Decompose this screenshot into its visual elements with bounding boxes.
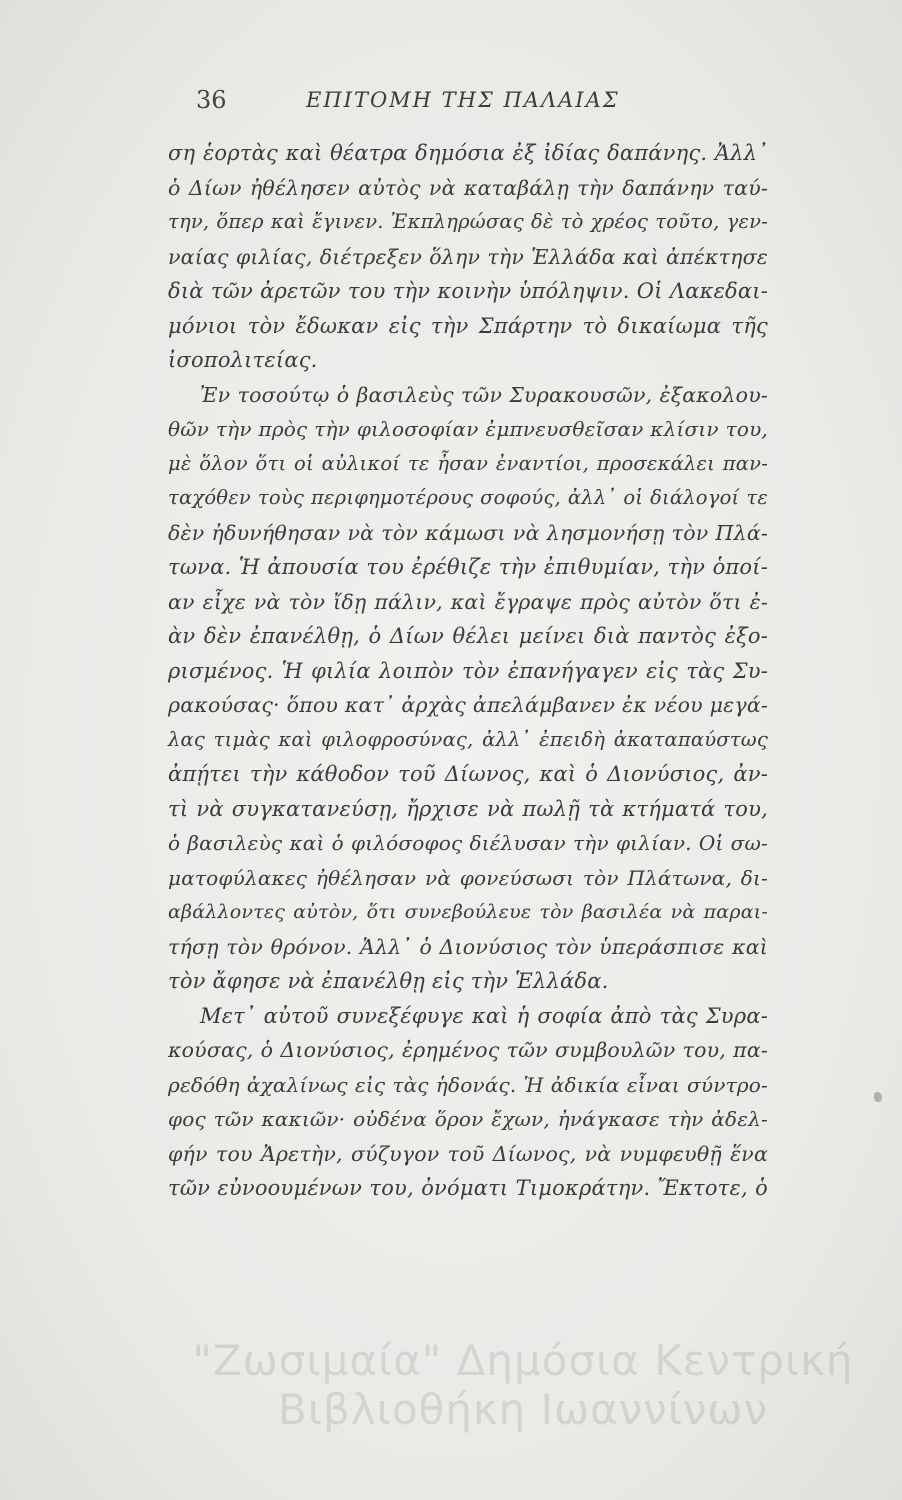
text-line: ρεδόθη ἀχαλίνως εἰς τὰς ἡδονάς. Ἡ ἀδικία εἶναι σύντρο- <box>168 1072 768 1097</box>
text-line: φος τῶν κακιῶν· οὐδένα ὅρον ἔχων, ἠνάγκασε τὴν ἀδελ- <box>168 1107 768 1131</box>
text-line: ὁ βασιλεὺς καὶ ὁ φιλόσοφος διέλυσαν τὴν φιλίαν. Οἱ σω- <box>168 831 768 855</box>
text-line: τήσῃ τὸν θρόνον. Ἀλλ᾽ ὁ Διονύσιος τὸν ὑπεράσπισε καὶ <box>168 934 768 959</box>
text-line: μόνιοι τὸν ἔδωκαν εἰς τὴν Σπάρτην τὸ δικαίωμα τῆς <box>168 313 768 338</box>
page-header <box>196 86 756 126</box>
paper-speck <box>874 1092 882 1102</box>
text-line: αν εἶχε νὰ τὸν ἴδῃ πάλιν, καὶ ἔγραψε πρὸς αὐτὸν ὅτι ἐ- <box>168 589 768 614</box>
text-line: θῶν τὴν πρὸς τὴν φιλοσοφίαν ἐμπνευσθεῖσαν κλίσιν του, <box>168 417 768 441</box>
page-number: 36 <box>196 86 227 114</box>
text-line: αβάλλοντες αὐτὸν, ὅτι συνεβούλευε τὸν βασιλέα νὰ παραι- <box>168 901 768 923</box>
body-text <box>168 136 768 1206</box>
text-line: κούσας, ὁ Διονύσιος, ἐρημένος τῶν συμβουλῶν του, πα- <box>168 1038 768 1062</box>
running-head: ΕΠΙΤΟΜΗ ΤΗΣ ΠΑΛΑΙΑΣ <box>306 88 620 112</box>
text-line: ὁ Δίων ἠθέλησεν αὐτὸς νὰ καταβάλῃ τὴν δαπάνην ταύ- <box>168 175 768 200</box>
text-line: διὰ τῶν ἀρετῶν του τὴν κοινὴν ὑπόληψιν. Οἱ Λακεδαι- <box>168 279 768 303</box>
library-watermark-line1: "Ζωσιμαία" Δημόσια Κεντρική <box>192 1336 854 1385</box>
text-line: ση ἑορτὰς καὶ θέατρα δημόσια ἐξ ἰδίας δαπάνης. Ἀλλ᾽ <box>168 141 768 165</box>
text-line: ματοφύλακες ἠθέλησαν νὰ φονεύσωσι τὸν Πλάτωνα, δι- <box>168 865 768 890</box>
text-line: ταχόθεν τοὺς περιφημοτέρους σοφούς, ἀλλ᾽ οἱ διάλογοί τε <box>168 486 768 509</box>
text-line: ρακούσας· ὅπου κατ᾽ ἀρχὰς ἀπελάμβανεν ἐκ νέου μεγά- <box>168 693 768 717</box>
text-line: μὲ ὅλον ὅτι οἱ αὐλικοί τε ἦσαν ἐναντίοι, προσεκάλει παν- <box>168 451 768 475</box>
text-line: ὰν δὲν ἐπανέλθῃ, ὁ Δίων θέλει μείνει διὰ παντὸς ἐξο- <box>168 624 768 648</box>
paragraph-start-line: Μετ᾽ αὐτοῦ συνεξέφυγε καὶ ἡ σοφία ἀπὸ τὰς Συρα- <box>200 1003 768 1028</box>
text-line: τὸν ἄφησε νὰ ἐπανέλθῃ εἰς τὴν Ἑλλάδα. <box>168 969 609 993</box>
paragraph-start-line: Ἐν τοσούτῳ ὁ βασιλεὺς τῶν Συρακουσῶν, ἐξακολου- <box>200 382 768 407</box>
text-line: δὲν ἠδυνήθησαν νὰ τὸν κάμωσι νὰ λησμονήσῃ τὸν Πλά- <box>168 520 768 545</box>
text-line: τωνα. Ἡ ἀπουσία του ἐρέθιζε τὴν ἐπιθυμίαν, τὴν ὁποί- <box>168 555 768 579</box>
text-line: τῶν εὐνοουμένων του, ὀνόματι Τιμοκράτην. Ἔκτοτε, ὁ <box>168 1176 768 1200</box>
text-line: ἀπῄτει τὴν κάθοδον τοῦ Δίωνος, καὶ ὁ Διονύσιος, ἀν- <box>168 762 768 786</box>
text-line: ναίας φιλίας, διέτρεξεν ὅλην τὴν Ἑλλάδα καὶ ἀπέκτησε <box>168 244 768 269</box>
text-line: φήν του Ἀρετὴν, σύζυγον τοῦ Δίωνος, νὰ νυμφευθῇ ἕνα <box>168 1141 768 1166</box>
text-line: την, ὅπερ καὶ ἔγινεν. Ἐκπληρώσας δὲ τὸ χρέος τοῦτο, γεν- <box>168 210 768 233</box>
text-line: λας τιμὰς καὶ φιλοφροσύνας, ἀλλ᾽ ἐπειδὴ ἀκαταπαύστως <box>168 727 768 751</box>
text-line: ἰσοπολιτείας. <box>168 348 318 372</box>
text-line: ρισμένος. Ἡ φιλία λοιπὸν τὸν ἐπανήγαγεν εἰς τὰς Συ- <box>168 658 768 683</box>
text-line: τὶ νὰ συγκατανεύσῃ, ἤρχισε νὰ πωλῇ τὰ κτήματά του, <box>168 796 768 821</box>
library-watermark-line2: Βιβλιοθήκη Ιωαννίνων <box>277 1385 769 1434</box>
